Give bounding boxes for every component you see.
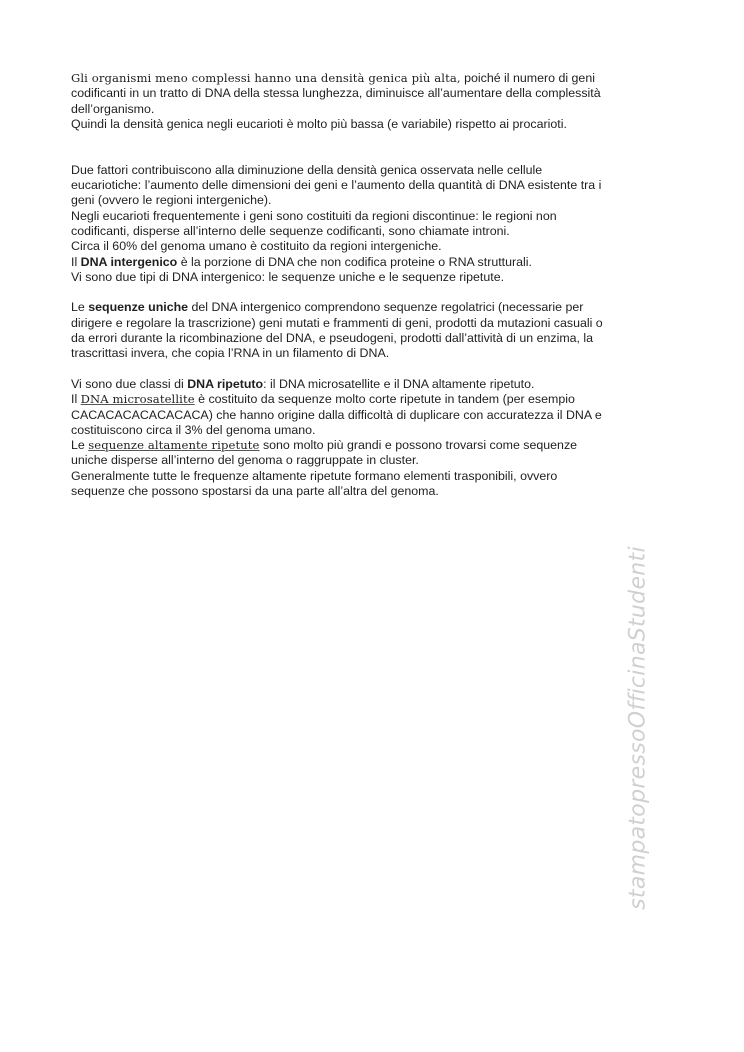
text-line: Generalmente tutte le frequenze altamente ripetute formano elementi trasponibili, ovvero <box>71 468 558 483</box>
text-line: Gli organismi meno complessi hanno una densità genica più alta, poiché il numero di geni <box>71 71 595 85</box>
paragraph-spacer <box>71 362 671 377</box>
text-line: Circa il 60% del genoma umano è costituito da regioni intergeniche. <box>71 239 442 254</box>
paragraph-spacer <box>71 132 671 163</box>
text-line: eucariotiche: l’aumento delle dimensioni dei geni e l’aumento della quantità di DNA esistente tra i <box>71 178 602 193</box>
text-line: Vi sono due tipi di DNA intergenico: le sequenze uniche e le sequenze ripetute. <box>71 269 505 284</box>
text-line: geni (ovvero le regioni intergeniche). <box>71 193 272 208</box>
paragraph-gene-density <box>71 71 671 132</box>
text-line: Le sequenze uniche del DNA intergenico comprendono sequenze regolatrici (necessarie per <box>71 300 584 315</box>
text-line: codificanti, disperse all’interno delle sequenze codificanti, sono chiamate introni. <box>71 223 510 238</box>
text-line: trascrittasi invera, che copia l’RNA in un filamento di DNA. <box>71 346 390 361</box>
document-body <box>71 71 671 499</box>
text-line: Il DNA intergenico è la porzione di DNA che non codifica proteine o RNA strutturali. <box>71 254 532 269</box>
text-line: CACACACACACACACA) che hanno origine dalla difficoltà di duplicare con accuratezza il DNA e <box>71 407 602 422</box>
text-line: dell’organismo. <box>71 101 155 116</box>
paragraph-unique-sequences <box>71 300 671 361</box>
term-sequenze-altamente-ripetute: sequenze altamente ripetute <box>88 438 260 453</box>
term-dna-ripetuto: DNA ripetuto <box>187 376 264 391</box>
text-line: Le sequenze altamente ripetute sono molto più grandi e possono trovarsi come sequenze <box>71 438 578 453</box>
term-dna-microsatellite: DNA microsatellite <box>80 392 195 407</box>
paragraph-spacer <box>71 285 671 300</box>
text-line: Vi sono due classi di DNA ripetuto: il DNA microsatellite e il DNA altamente ripetuto. <box>71 376 535 391</box>
term-dna-intergenico: DNA intergenico <box>80 254 178 269</box>
text-line: Quindi la densità genica negli eucarioti è molto più bassa (e variabile) rispetto ai procarioti. <box>71 116 567 131</box>
text-line: uniche disperse all’interno del genoma o raggruppate in cluster. <box>71 453 419 468</box>
text-line: Due fattori contribuiscono alla diminuzione della densità genica osservata nelle cellule <box>71 162 543 177</box>
term-sequenze-uniche: sequenze uniche <box>88 300 189 315</box>
text-line: codificanti in un tratto di DNA della stessa lunghezza, diminuisce all’aumentare della complessità <box>71 86 601 101</box>
paragraph-repeated-dna <box>71 377 671 499</box>
print-watermark: stampatopressoOfficinaStudenti <box>625 546 651 910</box>
text-line: costituiscono circa il 3% del genoma umano. <box>71 422 316 437</box>
text-line: Il DNA microsatellite è costituito da sequenze molto corte ripetute in tandem (per esempio <box>71 392 575 407</box>
text-line: dirigere e regolare la trascrizione) geni mutati e frammenti di geni, prodotti da mutazioni casuali o <box>71 315 603 330</box>
paragraph-factors <box>71 163 671 285</box>
text-line: sequenze che possono spostarsi da una parte all’altra del genoma. <box>71 484 439 499</box>
text-line: da errori durante la ricombinazione del DNA, e pseudogeni, prodotti dall’attività di un enzima, la <box>71 331 594 346</box>
text-line: Negli eucarioti frequentemente i geni sono costituiti da regioni discontinue: le regioni non <box>71 208 557 223</box>
